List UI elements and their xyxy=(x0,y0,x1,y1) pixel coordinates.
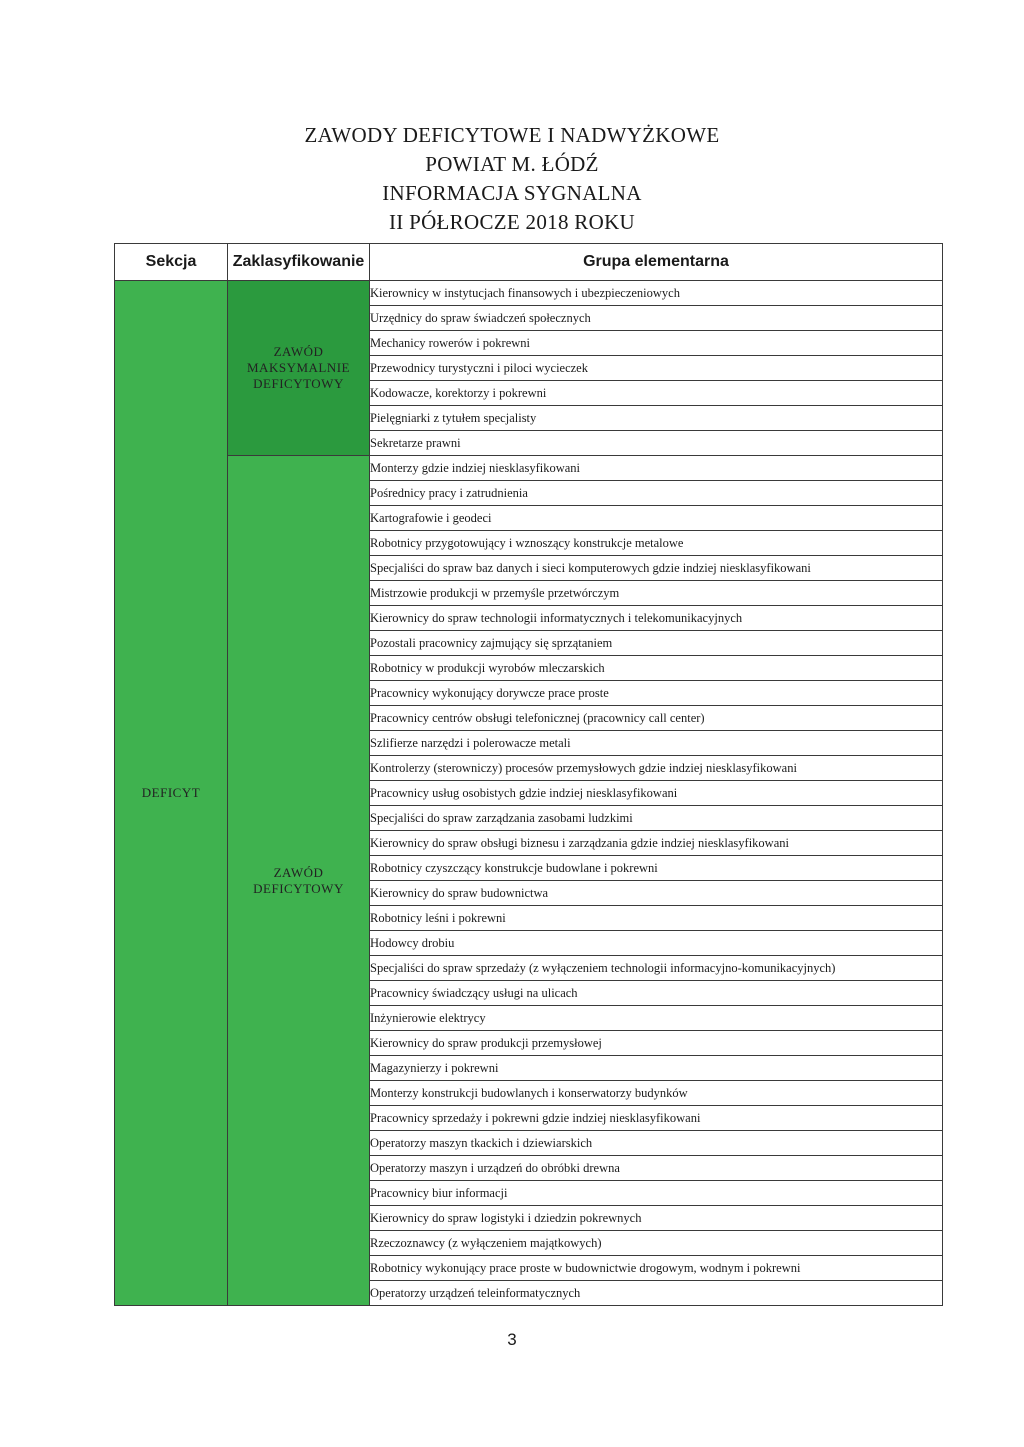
occupation-cell: Specjaliści do spraw sprzedaży (z wyłączeniem technologii informacyjno-komunikacyjnych) xyxy=(370,956,943,981)
occupation-cell: Pracownicy sprzedaży i pokrewni gdzie indziej niesklasyfikowani xyxy=(370,1106,943,1131)
occupation-cell: Mistrzowie produkcji w przemyśle przetwórczym xyxy=(370,581,943,606)
page-number: 3 xyxy=(507,1330,517,1349)
occupation-cell: Pielęgniarki z tytułem specjalisty xyxy=(370,406,943,431)
occupation-cell: Kierownicy w instytucjach finansowych i ubezpieczeniowych xyxy=(370,281,943,306)
occupation-cell: Mechanicy rowerów i pokrewni xyxy=(370,331,943,356)
occupation-cell: Inżynierowie elektrycy xyxy=(370,1006,943,1031)
max-deficit-label-label-l2: MAKSYMALNIE xyxy=(247,360,350,375)
occupation-cell: Robotnicy leśni i pokrewni xyxy=(370,906,943,931)
occupation-cell: Robotnicy przygotowujący i wznoszący konstrukcje metalowe xyxy=(370,531,943,556)
header-sekcja: Sekcja xyxy=(115,244,228,281)
occupation-cell: Urzędnicy do spraw świadczeń społecznych xyxy=(370,306,943,331)
table-body xyxy=(115,281,943,1306)
occupation-cell: Pośrednicy pracy i zatrudnienia xyxy=(370,481,943,506)
max-deficit-label-label-l3: DEFICYTOWY xyxy=(253,376,344,391)
occupation-cell: Robotnicy wykonujący prace proste w budownictwie drogowym, wodnym i pokrewni xyxy=(370,1256,943,1281)
occupation-cell: Pracownicy usług osobistych gdzie indziej niesklasyfikowani xyxy=(370,781,943,806)
deficit-label xyxy=(228,456,370,1306)
deficit-label-label-l1: ZAWÓD xyxy=(273,864,324,880)
occupation-cell: Szlifierze narzędzi i polerowacze metali xyxy=(370,731,943,756)
occupation-cell: Robotnicy czyszczący konstrukcje budowlane i pokrewni xyxy=(370,856,943,881)
table-row xyxy=(115,456,943,481)
occupation-cell: Pracownicy biur informacji xyxy=(370,1181,943,1206)
occupation-cell: Pracownicy świadczący usługi na ulicach xyxy=(370,981,943,1006)
occupation-cell: Robotnicy w produkcji wyrobów mleczarskich xyxy=(370,656,943,681)
occupations-table xyxy=(114,243,943,1306)
occupation-cell: Kodowacze, korektorzy i pokrewni xyxy=(370,381,943,406)
occupation-cell: Specjaliści do spraw zarządzania zasobami ludzkimi xyxy=(370,806,943,831)
occupation-cell: Operatorzy maszyn i urządzeń do obróbki drewna xyxy=(370,1156,943,1181)
document-title xyxy=(0,121,1024,237)
header-grupa-elementarna: Grupa elementarna xyxy=(370,244,943,281)
occupation-cell: Kierownicy do spraw technologii informatycznych i telekomunikacyjnych xyxy=(370,606,943,631)
occupation-cell: Pozostali pracownicy zajmujący się sprzątaniem xyxy=(370,631,943,656)
title-line-1: ZAWODY DEFICYTOWE I NADWYŻKOWE xyxy=(304,123,720,147)
max-deficit-label-label-l1: ZAWÓD xyxy=(273,344,324,359)
occupation-cell: Kontrolerzy (sterowniczy) procesów przemysłowych gdzie indziej niesklasyfikowani xyxy=(370,756,943,781)
occupation-cell: Rzeczoznawcy (z wyłączeniem majątkowych) xyxy=(370,1231,943,1256)
occupation-cell: Magazynierzy i pokrewni xyxy=(370,1056,943,1081)
title-line-3: INFORMACJA SYGNALNA xyxy=(382,181,642,205)
table-header-row xyxy=(115,244,943,281)
occupation-cell: Hodowcy drobiu xyxy=(370,931,943,956)
occupation-cell: Kierownicy do spraw obsługi biznesu i zarządzania gdzie indziej niesklasyfikowani xyxy=(370,831,943,856)
table-row xyxy=(115,281,943,306)
occupation-cell: Sekretarze prawni xyxy=(370,431,943,456)
occupation-cell: Kartografowie i geodeci xyxy=(370,506,943,531)
title-line-2: POWIAT M. ŁÓDŹ xyxy=(425,152,599,176)
max-deficit-label xyxy=(228,281,370,456)
occupation-cell: Monterzy gdzie indziej niesklasyfikowani xyxy=(370,456,943,481)
occupation-cell: Operatorzy maszyn tkackich i dziewiarskich xyxy=(370,1131,943,1156)
deficit-label-label-l2: DEFICYTOWY xyxy=(253,880,344,896)
title-line-4: II PÓŁROCZE 2018 ROKU xyxy=(388,210,636,234)
occupation-cell: Kierownicy do spraw logistyki i dziedzin pokrewnych xyxy=(370,1206,943,1231)
occupation-cell: Monterzy konstrukcji budowlanych i konserwatorzy budynków xyxy=(370,1081,943,1106)
header-zaklasyfikowanie: Zaklasyfikowanie xyxy=(228,244,370,281)
occupation-cell: Przewodnicy turystyczni i piloci wycieczek xyxy=(370,356,943,381)
occupation-cell: Kierownicy do spraw budownictwa xyxy=(370,881,943,906)
occupation-cell: Operatorzy urządzeń teleinformatycznych xyxy=(370,1281,943,1306)
occupation-cell: Pracownicy centrów obsługi telefonicznej (pracownicy call center) xyxy=(370,706,943,731)
occupation-cell: Specjaliści do spraw baz danych i sieci komputerowych gdzie indziej niesklasyfikowani xyxy=(370,556,943,581)
occupation-cell: Kierownicy do spraw produkcji przemysłowej xyxy=(370,1031,943,1056)
occupation-cell: Pracownicy wykonujący dorywcze prace proste xyxy=(370,681,943,706)
sekcja-cell: DEFICYT xyxy=(115,281,228,1306)
